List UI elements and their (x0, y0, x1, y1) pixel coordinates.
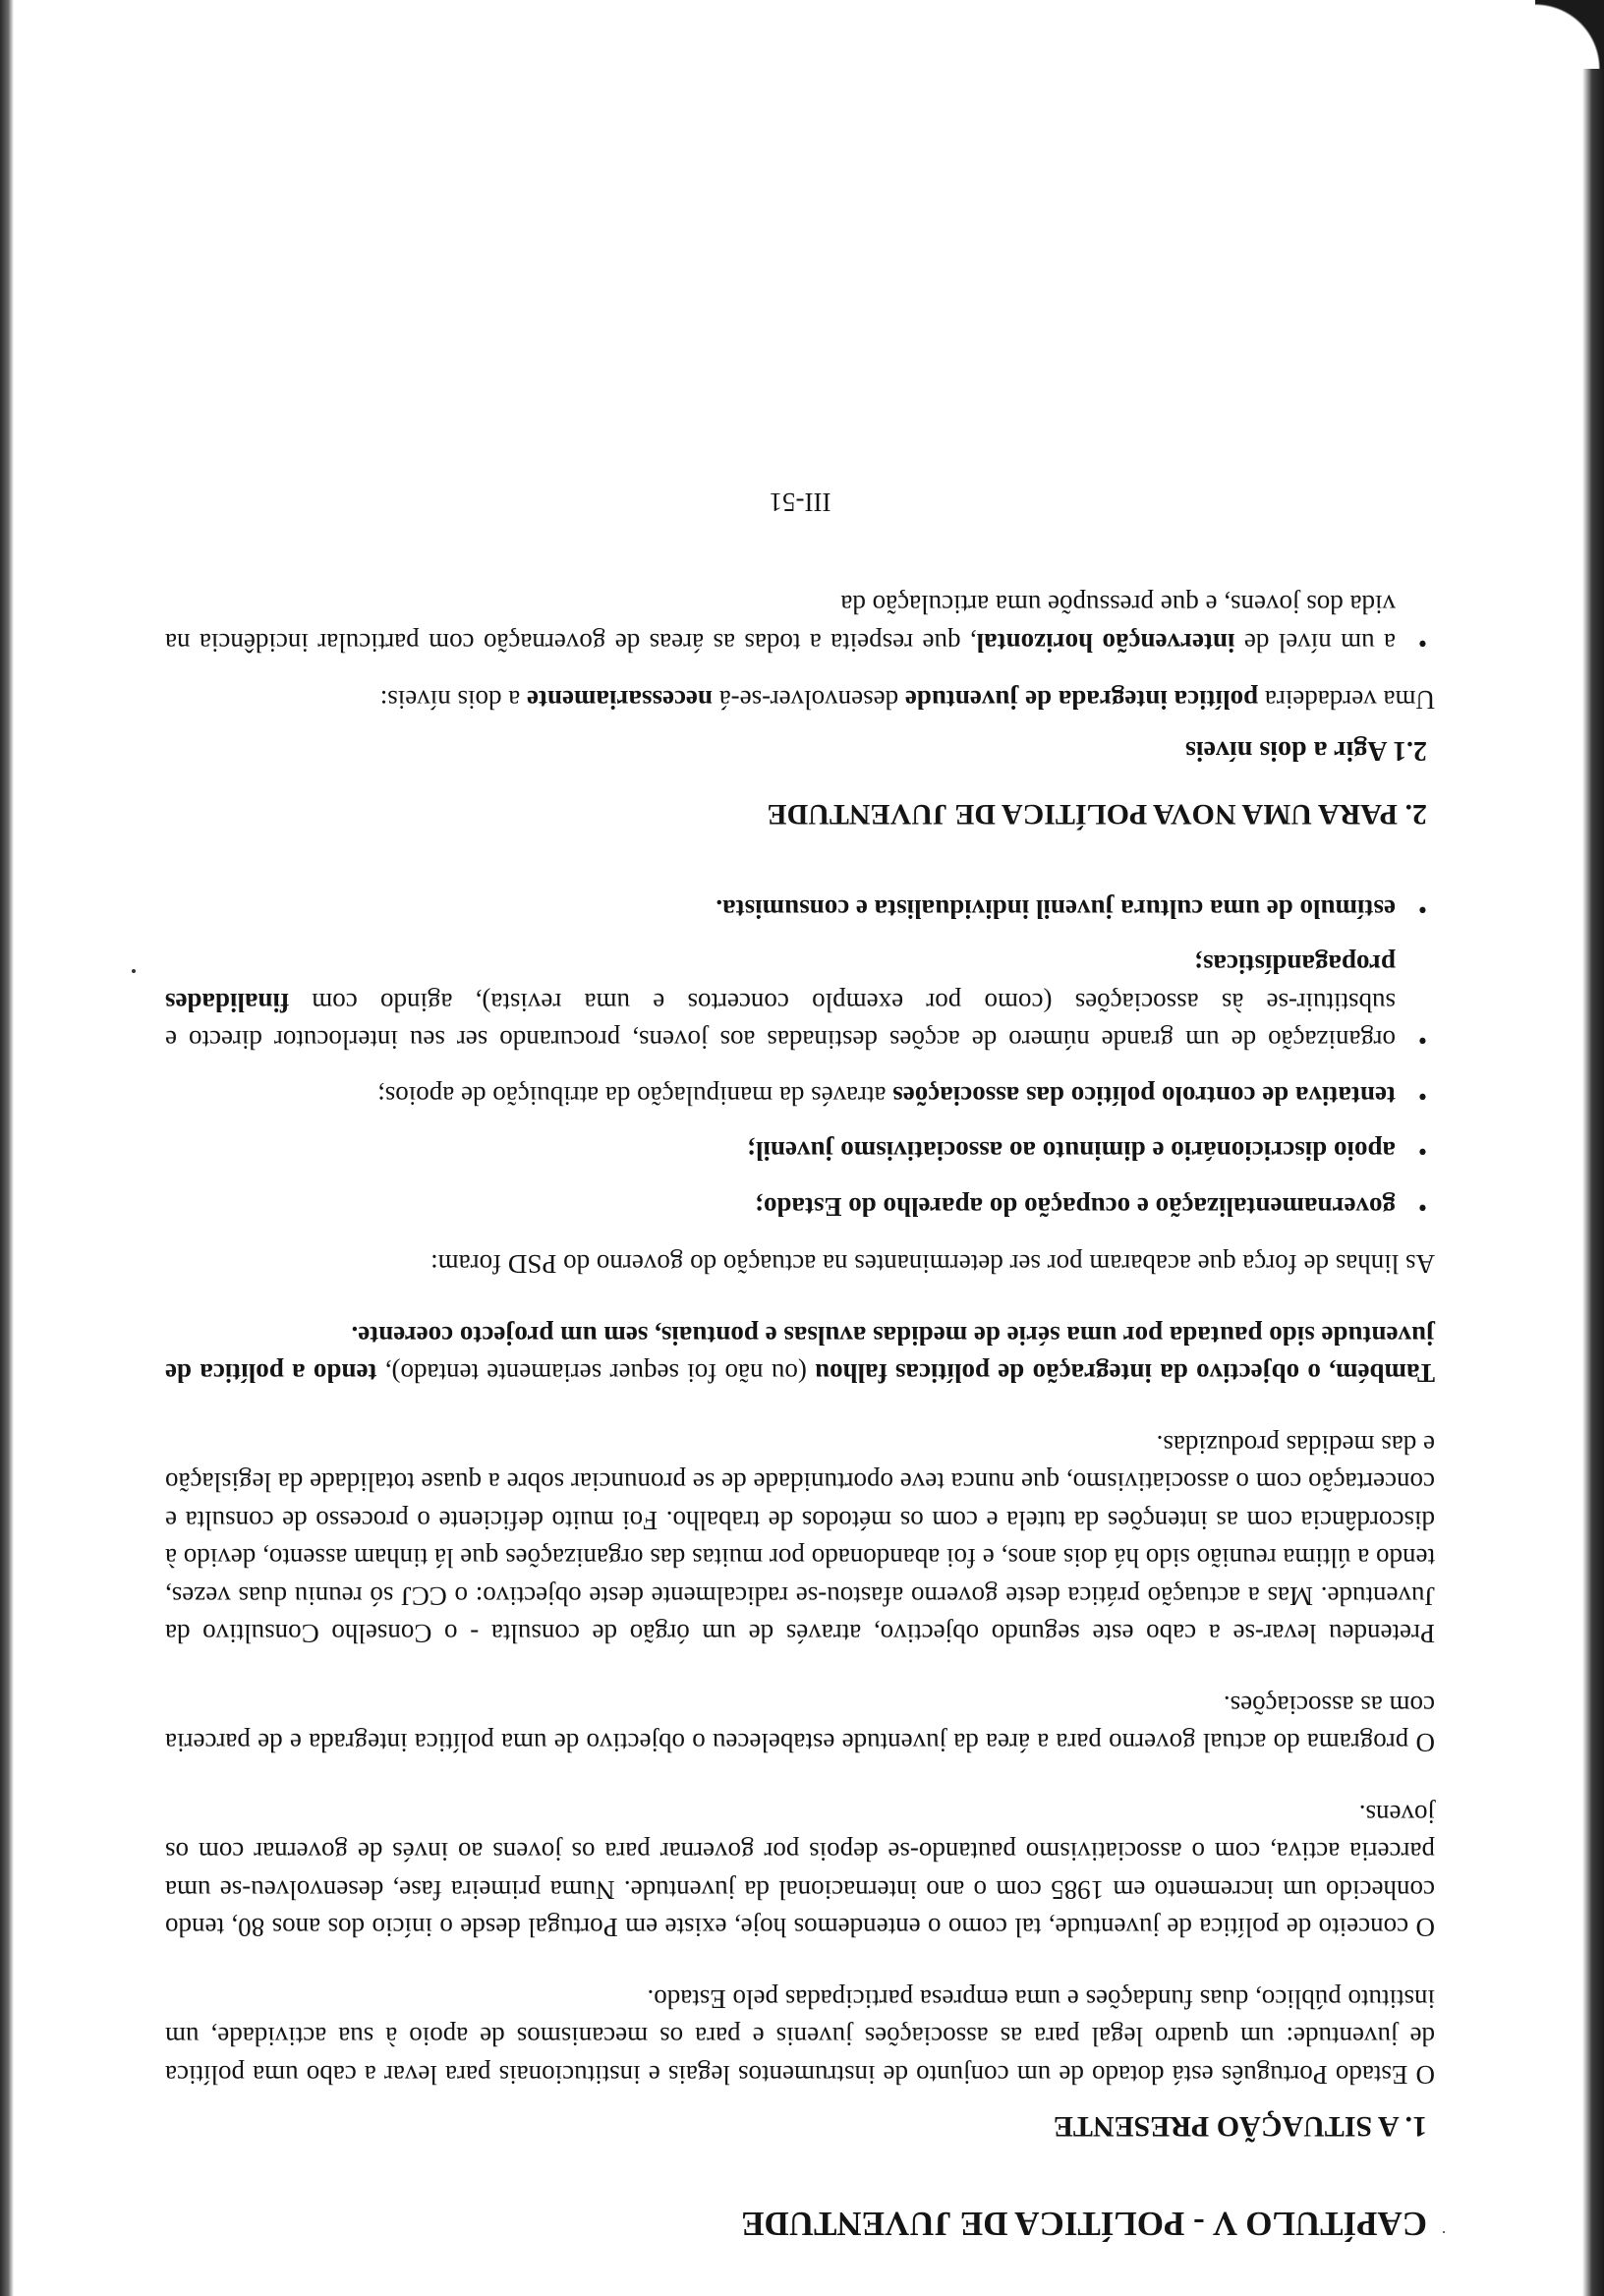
paragraph-5-middle: (ou não foi sequer seriamente tentado), (376, 1358, 816, 1389)
list-item: • organização de um grande número de acções destinadas aos jovens, procurando ser seu interlocutor directo e substituir-se às associações (como por exemplo concertos e uma revista), agindo com finalidades propagandísticas; (165, 946, 1435, 1060)
paragraph-5 (165, 1317, 1435, 1393)
chapter-title: CAPÍTULO V - POLÍTICA DE JUVENTUDE (741, 2205, 1427, 2243)
paragraph-6: As linhas de força que acabaram por ser determinantes na actuação do governo do PSD foram: (430, 1249, 1435, 1280)
section-1-title: 1. A SITUAÇÃO PRESENTE (1053, 2110, 1427, 2143)
page-number: III-51 (769, 488, 831, 517)
list-item: • governamentalização e ocupação do aparelho do Estado; (165, 1188, 1435, 1227)
section-2-title: 2. PARA UMA NOVA POLÍTICA DE JUVENTUDE (767, 798, 1427, 832)
list-item: • tentativa de controlo político das associações através da manipulação da atribuição de apoios; (165, 1077, 1435, 1116)
page-content (165, 456, 1435, 2248)
bullet-list-psd (165, 890, 1435, 1227)
bullet-list-levels (165, 586, 1435, 661)
paragraph-7: Uma verdadeira política integrada de juventude desenvolver-se-á necessariamente a dois níveis: (379, 685, 1435, 716)
paragraph-5-bold-lead: Também, o objectivo da integração de políticas falhou (815, 1358, 1435, 1389)
subsection-2-1-title: 2.1 Agir a dois níveis (1184, 735, 1427, 767)
paragraph-4: Pretendeu levar-se a cabo este segundo objectivo, através de um órgão de consulta - o Conselho Consultivo da Juventude. Mas a actuação prática deste governo afastou-se radicalmente deste objectivo: o CCJ só reuniu duas vezes, tendo a última reunião sido há dois anos, e foi abandonado por muitas das organizações que lá tinham assento, devido à discordância com as intenções da tutela e com os métodos de trabalho. Foi muito deficiente o processo de consulta e concertação com o associativismo, que nunca teve oportunidade de se pronunciar sobre a quase totalidade da legislação e das medidas produzidas. (165, 1430, 1435, 1649)
list-item: • a um nível de intervenção horizontal, que respeita a todas as áreas de governação com particular incidência na vida dos jovens, e que pressupõe uma articulação da (165, 586, 1435, 661)
paragraph-3: O programa do actual governo para a área da juventude estabeleceu o objectivo de uma política integrada e de parceria com as associações. (165, 1691, 1435, 1758)
list-item: • estímulo de uma cultura juvenil individualista e consumista. (165, 890, 1435, 929)
paragraph-2: O conceito de política de juventude, tal como o entendemos hoje, existe em Portugal desde o início dos anos 80, tendo conhecido um incremento em 1985 com o ano internacional da juventude. Numa primeira fase, desenvolveu-se uma parceria activa, com o associativismo pautando-se depois por governar para os jovens ao invés de governar com os jovens. (165, 1800, 1435, 1943)
paragraph-5-bold-tail: tendo a política de juventude sido pautada por uma série de medidas avulsas e pontuais, sem um projecto coerente. (165, 1321, 1435, 1389)
paragraph-1: O Estado Português está dotado de um conjunto de instrumentos legais e institucionais para levar a cabo uma política de juventude: um quadro legal para as associações juvenis e para os mecanismos de apoio à sua actividade, um instituto público, duas fundações e uma empresa participadas pelo Estado. (165, 1984, 1435, 2090)
list-item: • apoio discricionário e diminuto ao associativismo juvenil; (165, 1132, 1435, 1171)
